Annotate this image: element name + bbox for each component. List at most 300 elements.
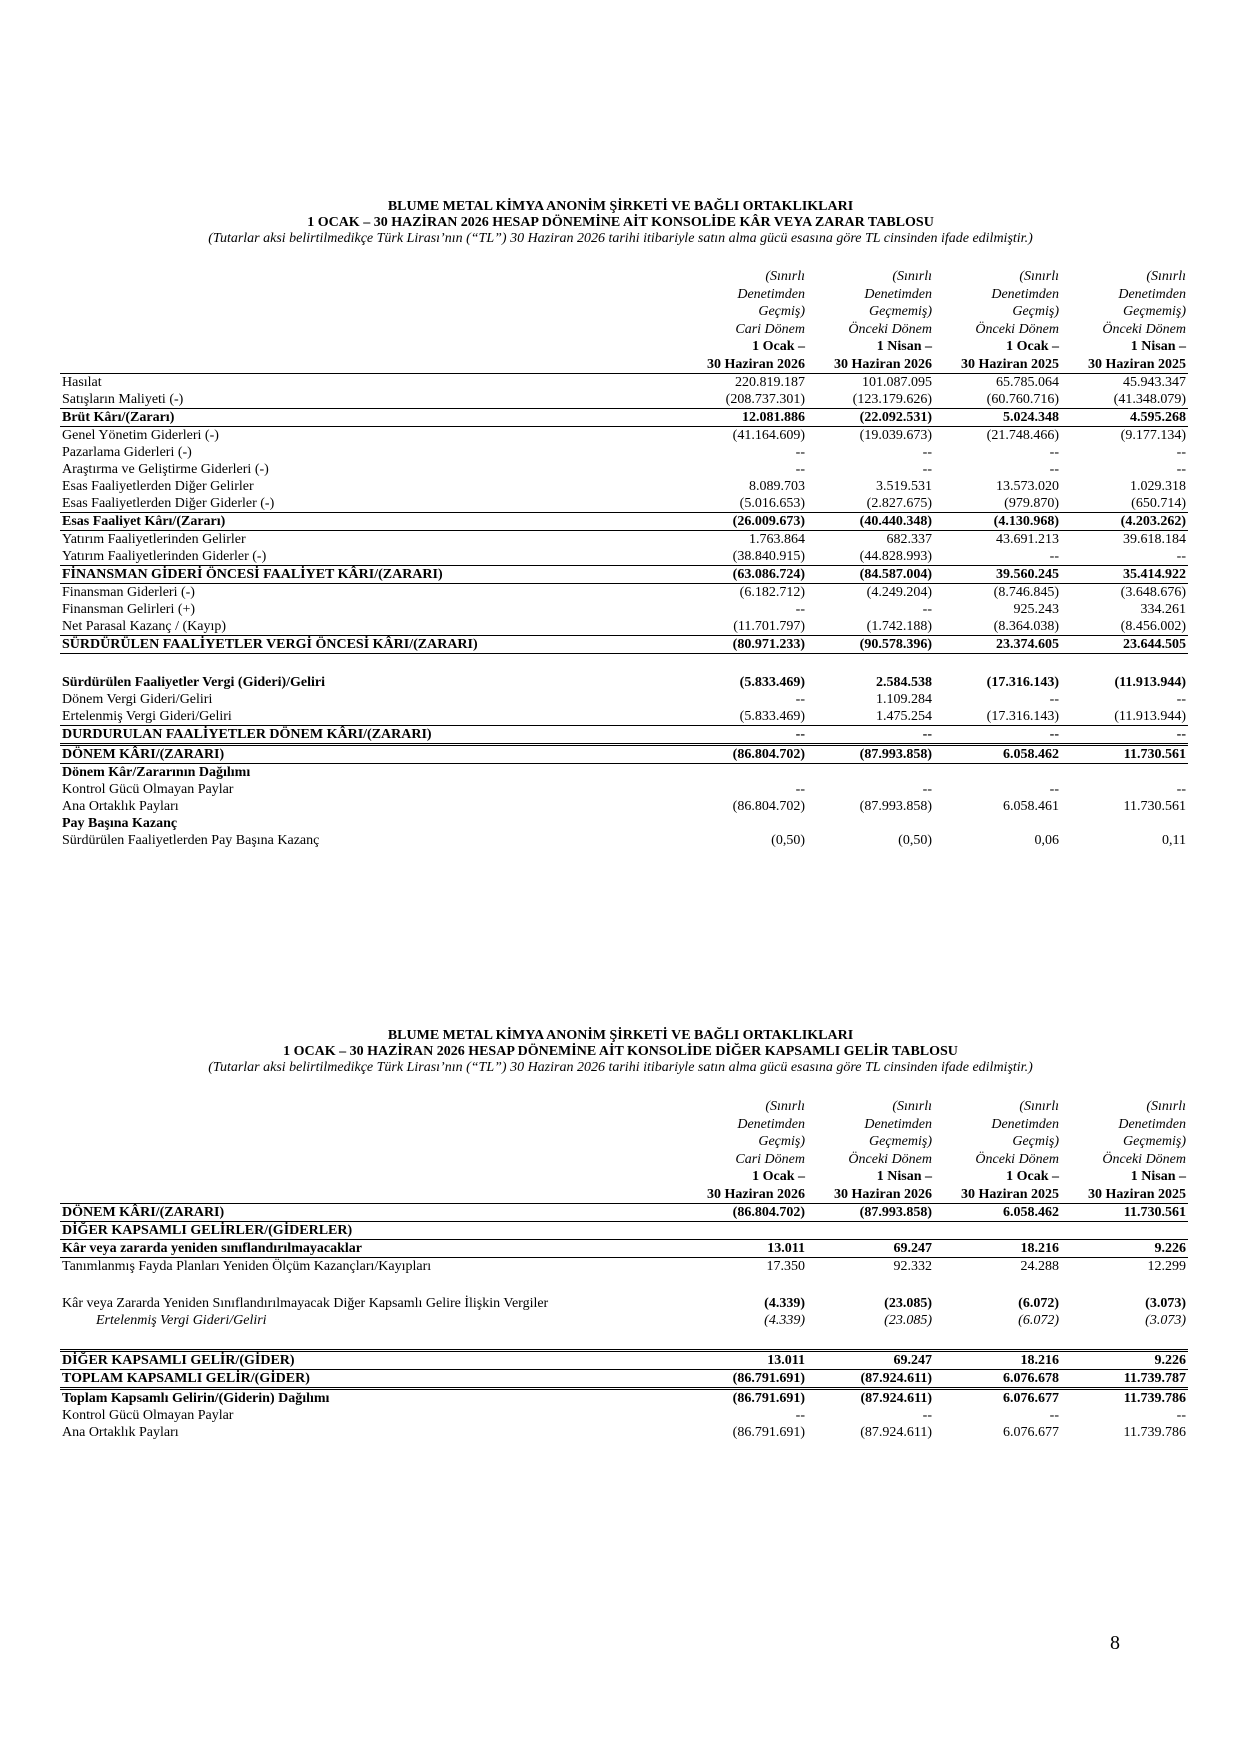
row-label: Dönem Kâr/Zararının Dağılımı [62, 765, 251, 780]
value-cell: 11.730.561 [1061, 1204, 1188, 1222]
column-header-cell: Denetimden [737, 1116, 805, 1132]
value-cell: 334.261 [1140, 602, 1186, 617]
header-spacer [60, 1133, 680, 1151]
value-cell [807, 654, 934, 675]
row-label: DİĞER KAPSAMLI GELİRLER/(GİDERLER) [60, 1222, 680, 1240]
column-header-cell: 1 Nisan – [876, 339, 932, 354]
value-cell [1061, 815, 1188, 832]
value-cell: -- [680, 726, 807, 745]
column-header-cell: (Sınırlı [1146, 1099, 1186, 1114]
column-header-cell: Önceki Dönem [1102, 1151, 1186, 1167]
table-row [60, 1240, 1188, 1258]
row-label: Satışların Maliyeti (-) [62, 392, 184, 407]
value-cell: (40.440.348) [807, 513, 934, 531]
value-cell: 43.691.213 [996, 532, 1059, 547]
value-cell: (87.924.611) [860, 1391, 932, 1406]
oci-title-company: BLUME METAL KİMYA ANONİM ŞİRKETİ VE BAĞLI ORTAKLIKLARI [387, 1028, 854, 1043]
column-header-cell: 1 Ocak – [1006, 339, 1059, 354]
value-cell: -- [922, 1408, 932, 1423]
column-header-cell: Geçmemiş) [1123, 1134, 1186, 1149]
value-cell: (208.737.301) [725, 392, 805, 407]
value-cell: (3.073) [1145, 1296, 1186, 1311]
table-row [60, 427, 1188, 445]
value-cell: 0,11 [1162, 833, 1186, 848]
row-label: Finansman Gelirleri (+) [62, 602, 196, 617]
column-header-cell: Denetimden [864, 1116, 932, 1132]
value-cell: (86.791.691) [680, 1370, 807, 1389]
header-spacer [60, 338, 680, 356]
header-spacer [60, 356, 680, 374]
column-header-cell: Geçmemiş) [869, 304, 932, 319]
value-cell: -- [1049, 1408, 1059, 1423]
oci-column-header-line [60, 1116, 1188, 1134]
value-cell: (41.164.609) [732, 428, 805, 443]
value-cell: -- [1176, 692, 1186, 707]
header-spacer [60, 1116, 680, 1134]
row-label: Kâr veya zararda yeniden sınıflandırılmayacaklar [60, 1240, 680, 1258]
value-cell: (90.578.396) [807, 636, 934, 654]
column-header-cell: (Sınırlı [892, 1099, 932, 1114]
value-cell: 1.029.318 [1130, 479, 1186, 494]
table-row [60, 1222, 1188, 1240]
table-row [60, 601, 1188, 618]
column-header-cell: (Sınırlı [892, 269, 932, 284]
value-cell: -- [922, 602, 932, 617]
value-cell: (4.130.968) [934, 513, 1061, 531]
table-row [60, 566, 1188, 584]
value-cell: 6.076.677 [1003, 1391, 1059, 1406]
table-row [60, 548, 1188, 566]
column-header-cell: 30 Haziran 2026 [807, 1186, 934, 1204]
value-cell: -- [1176, 549, 1186, 564]
column-header-cell: Önceki Dönem [1102, 321, 1186, 337]
value-cell: (86.804.702) [732, 799, 805, 814]
column-header-cell: Geçmemiş) [869, 1134, 932, 1149]
oci-column-header-line [60, 1151, 1188, 1169]
table-row [60, 815, 1188, 832]
table-row [60, 726, 1188, 745]
row-label: DİĞER KAPSAMLI GELİR/(GİDER) [60, 1351, 680, 1370]
value-cell: 23.374.605 [934, 636, 1061, 654]
value-cell: 4.595.268 [1061, 409, 1188, 427]
column-header-cell: Geçmiş) [1012, 1134, 1059, 1149]
pl-title-company: BLUME METAL KİMYA ANONİM ŞİRKETİ VE BAĞLI ORTAKLIKLARI [387, 199, 854, 214]
row-label: Kâr veya Zararda Yeniden Sınıflandırılmayacak Diğer Kapsamlı Gelire İlişkin Vergiler [62, 1296, 549, 1311]
value-cell [807, 1329, 934, 1351]
table-row [60, 708, 1188, 726]
value-cell: (19.039.673) [859, 428, 932, 443]
table-row [60, 691, 1188, 708]
page-number: 8 [1110, 1632, 1120, 1654]
value-cell: (23.085) [884, 1313, 932, 1328]
value-cell [1061, 764, 1188, 782]
value-cell: (4.249.204) [866, 585, 932, 600]
value-cell [680, 764, 807, 782]
column-header-cell: (Sınırlı [765, 1099, 805, 1114]
row-label: Ertelenmiş Vergi Gideri/Geliri [62, 709, 232, 724]
column-header-cell: 30 Haziran 2025 [1061, 1186, 1188, 1204]
value-cell: (3.073) [1145, 1313, 1186, 1328]
table-row [60, 1204, 1188, 1222]
value-cell: (0,50) [898, 833, 932, 848]
column-header-cell: Denetimden [1118, 286, 1186, 302]
value-cell: 6.076.677 [1003, 1425, 1059, 1440]
oci-title-statement: 1 OCAK – 30 HAZİRAN 2026 HESAP DÖNEMİNE AİT KONSOLİDE DİĞER KAPSAMLI GELİR TABLOSU [283, 1044, 958, 1059]
row-label: Araştırma ve Geliştirme Giderleri (-) [62, 462, 269, 477]
row-label: Ana Ortaklık Payları [62, 799, 179, 814]
row-label [60, 1329, 680, 1351]
value-cell: (4.203.262) [1061, 513, 1188, 531]
column-header-cell: 1 Ocak – [752, 1169, 805, 1184]
value-cell: 23.644.505 [1061, 636, 1188, 654]
value-cell: (38.840.915) [732, 549, 805, 564]
value-cell: 3.519.531 [876, 479, 932, 494]
value-cell: -- [1061, 726, 1188, 745]
value-cell: (979.870) [1004, 496, 1059, 511]
column-header-cell: 30 Haziran 2025 [1061, 356, 1188, 374]
value-cell [934, 1222, 1061, 1240]
column-header-cell: Cari Dönem [735, 321, 805, 337]
value-cell: (60.760.716) [986, 392, 1059, 407]
value-cell: (3.648.676) [1120, 585, 1186, 600]
value-cell: -- [795, 692, 805, 707]
table-row [60, 1407, 1188, 1424]
header-spacer [60, 286, 680, 304]
other-comprehensive-income-table [60, 1098, 1188, 1441]
oci-column-header-line [60, 1133, 1188, 1151]
pl-column-header-line [60, 338, 1188, 356]
table-row [60, 1295, 1188, 1312]
table-row [60, 531, 1188, 549]
column-header-cell: (Sınırlı [1019, 269, 1059, 284]
value-cell: 6.058.461 [1003, 799, 1059, 814]
table-row [60, 798, 1188, 815]
column-header-cell: Denetimden [864, 286, 932, 302]
value-cell: 45.943.347 [1123, 375, 1186, 390]
value-cell: -- [795, 462, 805, 477]
value-cell: -- [1049, 445, 1059, 460]
value-cell: 12.299 [1147, 1259, 1186, 1274]
value-cell: -- [922, 782, 932, 797]
column-header-cell: Önceki Dönem [975, 321, 1059, 337]
value-cell: (5.833.469) [739, 709, 805, 724]
value-cell: (26.009.673) [680, 513, 807, 531]
oci-subtitle: (Tutarlar aksi belirtilmedikçe Türk Lirası’nın (“TL”) 30 Haziran 2026 tarihi itibariyle satın alma gücü esasına göre TL cinsinden ifade edilmiştir.) [208, 1060, 1033, 1075]
value-cell: 925.243 [1013, 602, 1059, 617]
value-cell [680, 654, 807, 675]
row-label: DÖNEM KÂRI/(ZARARI) [60, 745, 680, 764]
value-cell [1061, 1222, 1188, 1240]
table-row [60, 374, 1188, 392]
value-cell: 9.226 [1061, 1240, 1188, 1258]
spacer-row [60, 1275, 1188, 1295]
column-header-cell: Geçmiş) [758, 304, 805, 319]
value-cell: -- [1049, 782, 1059, 797]
table-row [60, 478, 1188, 495]
row-label: Toplam Kapsamlı Gelirin/(Giderin) Dağılımı [62, 1391, 330, 1406]
row-label: Finansman Giderleri (-) [62, 585, 195, 600]
pl-column-header-line [60, 356, 1188, 374]
value-cell: (21.748.466) [986, 428, 1059, 443]
table-row [60, 1424, 1188, 1441]
value-cell [680, 1222, 807, 1240]
column-header-cell: 1 Ocak – [1006, 1169, 1059, 1184]
row-label: TOPLAM KAPSAMLI GELİR/(GİDER) [60, 1370, 680, 1389]
value-cell: (4.339) [764, 1296, 805, 1311]
value-cell: (44.828.993) [859, 549, 932, 564]
header-spacer [60, 268, 680, 286]
row-label: Pay Başına Kazanç [62, 816, 178, 831]
row-label: Brüt Kârı/(Zararı) [60, 409, 680, 427]
value-cell: 11.739.786 [1123, 1425, 1186, 1440]
oci-column-header-line [60, 1168, 1188, 1186]
table-row [60, 495, 1188, 513]
column-header-cell: 1 Nisan – [1130, 1169, 1186, 1184]
value-cell: (11.701.797) [733, 619, 805, 634]
value-cell [807, 1222, 934, 1240]
table-row [60, 391, 1188, 409]
table-row [60, 745, 1188, 764]
value-cell: 39.560.245 [934, 566, 1061, 584]
value-cell: -- [922, 462, 932, 477]
value-cell: (8.364.038) [993, 619, 1059, 634]
row-label: Net Parasal Kazanç / (Kayıp) [62, 619, 227, 634]
value-cell: -- [1176, 445, 1186, 460]
value-cell [680, 815, 807, 832]
table-row [60, 764, 1188, 782]
row-label: Genel Yönetim Giderleri (-) [62, 428, 219, 443]
value-cell: (11.913.944) [1114, 675, 1186, 690]
value-cell: (11.913.944) [1114, 709, 1186, 724]
value-cell: 39.618.184 [1123, 532, 1186, 547]
table-row [60, 618, 1188, 636]
value-cell: (84.587.004) [807, 566, 934, 584]
row-label: DÖNEM KÂRI/(ZARARI) [60, 1204, 680, 1222]
oci-column-header-line [60, 1098, 1188, 1116]
value-cell: 101.087.095 [862, 375, 932, 390]
value-cell: (6.182.712) [739, 585, 805, 600]
value-cell: 12.081.886 [680, 409, 807, 427]
value-cell: 6.076.678 [934, 1370, 1061, 1389]
value-cell: 13.011 [680, 1351, 807, 1370]
pl-column-header-line [60, 286, 1188, 304]
value-cell: -- [795, 782, 805, 797]
row-label [60, 1275, 680, 1295]
value-cell: -- [1049, 462, 1059, 477]
row-label: Dönem Vergi Gideri/Geliri [62, 692, 213, 707]
column-header-cell: Denetimden [1118, 1116, 1186, 1132]
table-row [60, 584, 1188, 602]
value-cell: (87.993.858) [807, 745, 934, 764]
row-label: Hasılat [62, 375, 102, 390]
value-cell: -- [795, 445, 805, 460]
oci-header [60, 1028, 1181, 1076]
table-row [60, 636, 1188, 654]
pl-column-header-line [60, 303, 1188, 321]
value-cell: 24.288 [1020, 1259, 1059, 1274]
value-cell: 2.584.538 [876, 675, 932, 690]
value-cell: 18.216 [934, 1240, 1061, 1258]
row-label: Kontrol Gücü Olmayan Paylar [62, 782, 234, 797]
value-cell: -- [795, 602, 805, 617]
row-label: FİNANSMAN GİDERİ ÖNCESİ FAALİYET KÂRI/(ZARARI) [60, 566, 680, 584]
pl-subtitle: (Tutarlar aksi belirtilmedikçe Türk Lirası’nın (“TL”) 30 Haziran 2026 tarihi itibariyle satın alma gücü esasına göre TL cinsinden ifade edilmiştir.) [208, 231, 1033, 246]
value-cell: 1.109.284 [876, 692, 932, 707]
value-cell: (63.086.724) [680, 566, 807, 584]
value-cell: 69.247 [807, 1240, 934, 1258]
value-cell: (87.924.611) [860, 1425, 932, 1440]
row-label: Yatırım Faaliyetlerinden Gelirler [62, 532, 246, 547]
column-header-cell: Denetimden [737, 286, 805, 302]
table-row [60, 781, 1188, 798]
value-cell: (9.177.134) [1120, 428, 1186, 443]
header-spacer [60, 303, 680, 321]
column-header-cell: Denetimden [991, 286, 1059, 302]
column-header-cell: 1 Ocak – [752, 339, 805, 354]
value-cell: 220.819.187 [735, 375, 805, 390]
column-header-cell: Önceki Dönem [975, 1151, 1059, 1167]
value-cell: 5.024.348 [934, 409, 1061, 427]
value-cell [680, 1329, 807, 1351]
table-row [60, 1351, 1188, 1370]
header-spacer [60, 1098, 680, 1116]
value-cell: (87.993.858) [859, 799, 932, 814]
column-header-cell: (Sınırlı [1146, 269, 1186, 284]
oci-column-header-line [60, 1186, 1188, 1204]
value-cell [807, 1275, 934, 1295]
value-cell: (86.791.691) [732, 1425, 805, 1440]
value-cell [807, 815, 934, 832]
header-spacer [60, 1168, 680, 1186]
value-cell: (123.179.626) [852, 392, 932, 407]
value-cell: -- [934, 726, 1061, 745]
value-cell: 6.058.462 [934, 745, 1061, 764]
value-cell: (17.316.143) [986, 675, 1059, 690]
column-header-cell: Geçmemiş) [1123, 304, 1186, 319]
value-cell [1061, 1329, 1188, 1351]
row-label: Sürdürülen Faaliyetlerden Pay Başına Kazanç [62, 833, 320, 848]
value-cell: -- [1176, 462, 1186, 477]
row-label: Ertelenmiş Vergi Gideri/Geliri [96, 1313, 267, 1328]
profit-or-loss-table [60, 268, 1188, 849]
table-row [60, 461, 1188, 478]
value-cell [934, 1329, 1061, 1351]
value-cell: 17.350 [766, 1259, 805, 1274]
value-cell: (5.016.653) [739, 496, 805, 511]
value-cell: (8.746.845) [993, 585, 1059, 600]
row-label: DURDURULAN FAALİYETLER DÖNEM KÂRI/(ZARARI) [60, 726, 680, 745]
row-label: Sürdürülen Faaliyetler Vergi (Gideri)/Geliri [62, 675, 325, 690]
value-cell: (23.085) [884, 1296, 932, 1311]
row-label: Esas Faaliyetlerden Diğer Gelirler [62, 479, 254, 494]
row-label: Yatırım Faaliyetlerinden Giderler (-) [62, 549, 267, 564]
value-cell: (8.456.002) [1120, 619, 1186, 634]
value-cell: -- [1176, 782, 1186, 797]
value-cell [807, 764, 934, 782]
value-cell: -- [1176, 1408, 1186, 1423]
column-header-cell: 30 Haziran 2026 [680, 356, 807, 374]
header-spacer [60, 1186, 680, 1204]
value-cell: (86.804.702) [680, 745, 807, 764]
value-cell: 13.011 [680, 1240, 807, 1258]
column-header-cell: Denetimden [991, 1116, 1059, 1132]
table-row [60, 674, 1188, 691]
column-header-cell: Önceki Dönem [848, 321, 932, 337]
header-spacer [60, 1151, 680, 1169]
value-cell: (2.827.675) [866, 496, 932, 511]
value-cell: 0,06 [1034, 833, 1059, 848]
column-header-cell: 30 Haziran 2025 [934, 356, 1061, 374]
value-cell: (0,50) [771, 833, 805, 848]
row-label: Kontrol Gücü Olmayan Paylar [62, 1408, 234, 1423]
table-row [60, 1370, 1188, 1389]
pl-title-statement: 1 OCAK – 30 HAZİRAN 2026 HESAP DÖNEMİNE AİT KONSOLİDE KÂR VEYA ZARAR TABLOSU [307, 215, 934, 230]
table-row [60, 513, 1188, 531]
value-cell: (41.348.079) [1113, 392, 1186, 407]
value-cell: (4.339) [764, 1313, 805, 1328]
row-label: Pazarlama Giderleri (-) [62, 445, 192, 460]
header-spacer [60, 321, 680, 339]
pl-column-header-line [60, 321, 1188, 339]
table-row [60, 409, 1188, 427]
column-header-cell: Cari Dönem [735, 1151, 805, 1167]
table-row [60, 832, 1188, 849]
column-header-cell: 30 Haziran 2026 [807, 356, 934, 374]
row-label [60, 654, 680, 675]
value-cell: -- [807, 726, 934, 745]
value-cell: (6.072) [1018, 1296, 1059, 1311]
value-cell: (80.971.233) [680, 636, 807, 654]
column-header-cell: 1 Nisan – [876, 1169, 932, 1184]
value-cell: (17.316.143) [986, 709, 1059, 724]
table-row [60, 1258, 1188, 1276]
table-row [60, 444, 1188, 461]
value-cell: 9.226 [1061, 1351, 1188, 1370]
value-cell [680, 1275, 807, 1295]
row-label: SÜRDÜRÜLEN FAALİYETLER VERGİ ÖNCESİ KÂRI/(ZARARI) [60, 636, 680, 654]
value-cell: 1.763.864 [749, 532, 805, 547]
row-label: Tanımlanmış Fayda Planları Yeniden Ölçüm Kazançları/Kayıpları [62, 1259, 432, 1274]
value-cell: (87.924.611) [807, 1370, 934, 1389]
value-cell: -- [1049, 549, 1059, 564]
value-cell: 35.414.922 [1061, 566, 1188, 584]
value-cell: 92.332 [893, 1259, 932, 1274]
table-row [60, 1312, 1188, 1329]
value-cell: 69.247 [807, 1351, 934, 1370]
value-cell: (5.833.469) [739, 675, 805, 690]
column-header-cell: Önceki Dönem [848, 1151, 932, 1167]
spacer-row [60, 1329, 1188, 1351]
value-cell: (86.804.702) [680, 1204, 807, 1222]
value-cell: (650.714) [1131, 496, 1186, 511]
value-cell: (87.993.858) [807, 1204, 934, 1222]
value-cell: 11.730.561 [1061, 745, 1188, 764]
value-cell: (22.092.531) [807, 409, 934, 427]
value-cell: -- [1049, 692, 1059, 707]
pl-column-header-line [60, 268, 1188, 286]
pl-header [60, 199, 1181, 247]
row-label: Ana Ortaklık Payları [62, 1425, 179, 1440]
value-cell: (6.072) [1018, 1313, 1059, 1328]
value-cell [934, 1275, 1061, 1295]
column-header-cell: 30 Haziran 2026 [680, 1186, 807, 1204]
value-cell [1061, 654, 1188, 675]
value-cell: 682.337 [886, 532, 932, 547]
column-header-cell: (Sınırlı [1019, 1099, 1059, 1114]
value-cell [1061, 1275, 1188, 1295]
value-cell: -- [922, 445, 932, 460]
column-header-cell: Geçmiş) [758, 1134, 805, 1149]
